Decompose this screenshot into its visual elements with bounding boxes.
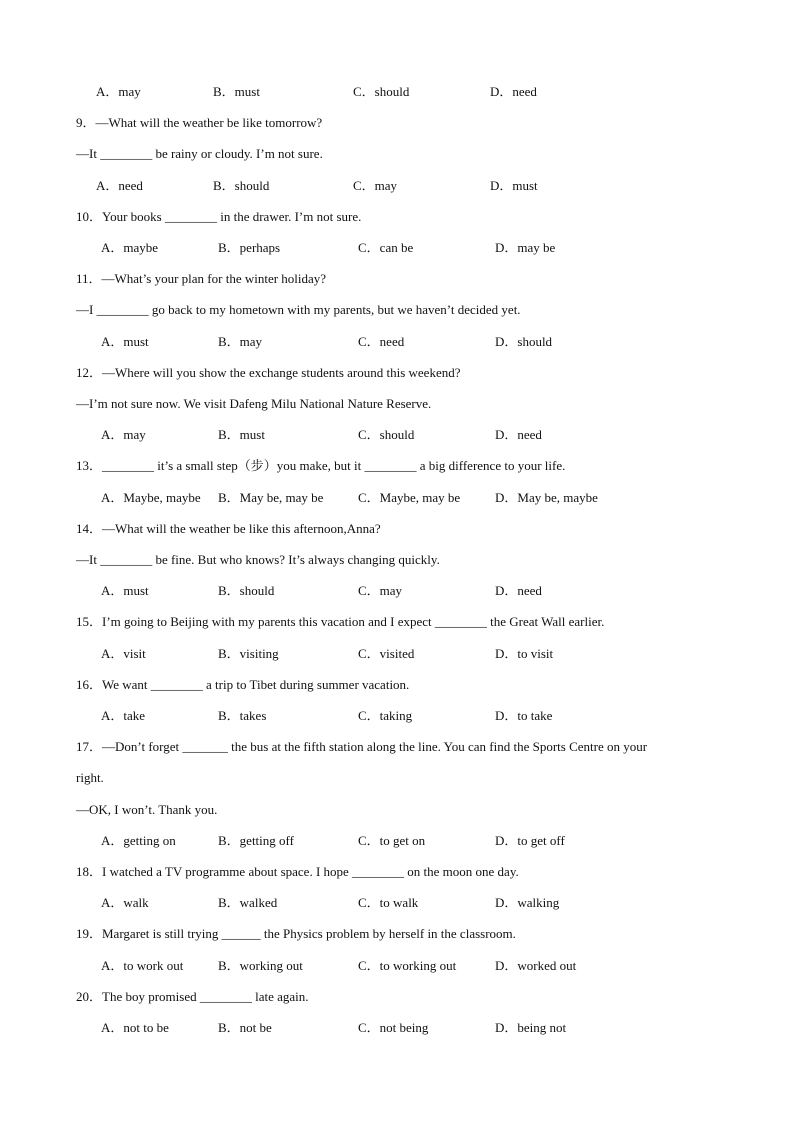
option-d: D．to visit: [495, 646, 554, 661]
option-b: B．takes: [218, 708, 267, 723]
option-a: A．maybe: [101, 240, 159, 255]
option-c: C．should: [358, 427, 415, 442]
option-b: B．getting off: [218, 833, 294, 848]
question-line: 13．________ it’s a small step（步）you make, but it ________ a big difference to your life.: [76, 458, 566, 473]
question-line: —OK, I won’t. Thank you.: [76, 802, 218, 817]
option-b: B．visiting: [218, 646, 279, 661]
option-d: D．being not: [495, 1020, 567, 1035]
option-c: C．may: [358, 583, 403, 598]
question-line: right.: [76, 770, 104, 785]
question-line: 10．Your books ________ in the drawer. I’m not sure.: [76, 209, 362, 224]
option-c: C．may: [353, 178, 398, 193]
option-c: C．to get on: [358, 833, 426, 848]
option-c: C．should: [353, 84, 410, 99]
option-b: B．working out: [218, 958, 303, 973]
option-d: D．need: [490, 84, 537, 99]
option-b: B．must: [213, 84, 260, 99]
question-line: —I ________ go back to my hometown with my parents, but we haven’t decided yet.: [76, 302, 521, 317]
option-a: A．may: [96, 84, 141, 99]
question-line: 15．I’m going to Beijing with my parents this vacation and I expect ________ the Great Wall earlier.: [76, 614, 605, 629]
option-a: A．must: [101, 583, 149, 598]
question-line: —I’m not sure now. We visit Dafeng Milu National Nature Reserve.: [76, 396, 432, 411]
question-line: 14．—What will the weather be like this afternoon,Anna?: [76, 521, 381, 536]
question-line: —It ________ be fine. But who knows? It’s always changing quickly.: [76, 552, 440, 567]
option-b: B．must: [218, 427, 265, 442]
option-d: D．worked out: [495, 958, 577, 973]
option-b: B．may: [218, 334, 263, 349]
question-line: 11．—What’s your plan for the winter holiday?: [76, 271, 327, 286]
option-b: B．not be: [218, 1020, 272, 1035]
option-a: A．must: [101, 334, 149, 349]
option-b: B．should: [213, 178, 270, 193]
option-a: A．walk: [101, 895, 149, 910]
option-d: D．May be, maybe: [495, 490, 598, 505]
option-d: D．need: [495, 427, 542, 442]
option-b: B．perhaps: [218, 240, 281, 255]
option-d: D．to take: [495, 708, 553, 723]
option-a: A．visit: [101, 646, 146, 661]
option-c: C．Maybe, may be: [358, 490, 461, 505]
option-a: A．not to be: [101, 1020, 169, 1035]
option-c: C．to working out: [358, 958, 457, 973]
option-a: A．may: [101, 427, 146, 442]
question-line: 16．We want ________ a trip to Tibet during summer vacation.: [76, 677, 410, 692]
question-line: 20．The boy promised ________ late again.: [76, 989, 309, 1004]
question-line: —It ________ be rainy or cloudy. I’m not sure.: [76, 146, 323, 161]
question-line: 18．I watched a TV programme about space. I hope ________ on the moon one day.: [76, 864, 519, 879]
question-line: 9．—What will the weather be like tomorrow?: [76, 115, 323, 130]
option-d: D．to get off: [495, 833, 565, 848]
question-line: 19．Margaret is still trying ______ the Physics problem by herself in the classroom.: [76, 926, 516, 941]
option-a: A．need: [96, 178, 143, 193]
option-b: B．May be, may be: [218, 490, 324, 505]
option-d: D．need: [495, 583, 542, 598]
option-d: D．must: [490, 178, 538, 193]
option-c: C．can be: [358, 240, 414, 255]
option-b: B．walked: [218, 895, 278, 910]
option-a: A．take: [101, 708, 146, 723]
option-c: C．not being: [358, 1020, 429, 1035]
option-d: D．should: [495, 334, 553, 349]
option-c: C．need: [358, 334, 405, 349]
option-c: C．visited: [358, 646, 415, 661]
option-b: B．should: [218, 583, 275, 598]
option-a: A．to work out: [101, 958, 184, 973]
option-c: C．to walk: [358, 895, 419, 910]
option-a: A．getting on: [101, 833, 176, 848]
option-a: A．Maybe, maybe: [101, 490, 201, 505]
option-d: D．walking: [495, 895, 560, 910]
option-d: D．may be: [495, 240, 556, 255]
option-c: C．taking: [358, 708, 413, 723]
question-line: 17．—Don’t forget _______ the bus at the fifth station along the line. You can find the Sports Centre on your: [76, 739, 648, 754]
question-line: 12．—Where will you show the exchange students around this weekend?: [76, 365, 461, 380]
